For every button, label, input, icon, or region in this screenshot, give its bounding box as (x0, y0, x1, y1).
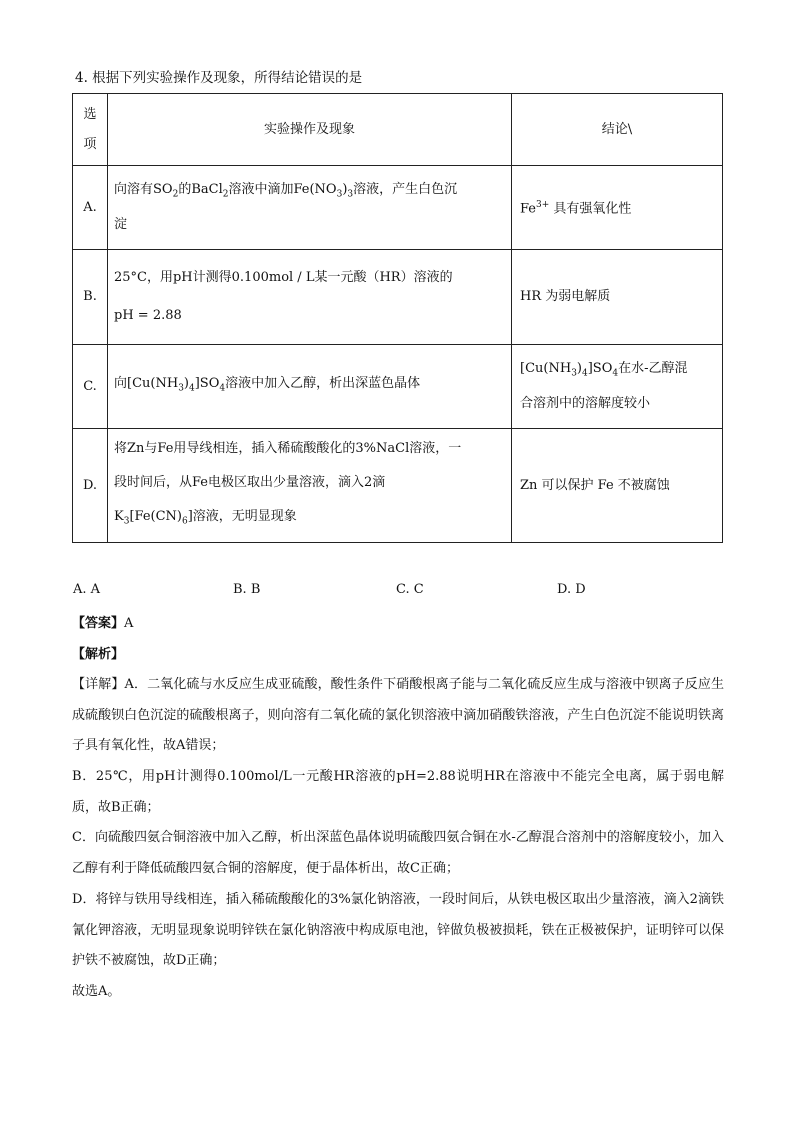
analysis-paragraph-b: B．25℃，用pH计测得0.100mol/L一元酸HR溶液的pH=2.88说明HR在溶液中不能完全电离，属于弱电解质，故B正确； (72, 769, 724, 815)
operation-cell: 向$[Cu(NH_3)_4]SO_4$溶液中加入乙醇，析出深蓝色晶体 (108, 345, 512, 429)
table-header-row (73, 94, 723, 166)
table-row-d (73, 429, 723, 543)
analysis-paragraph-d: D．将锌与铁用导线相连，插入稀硫酸酸化的3%氯化钠溶液，一段时间后，从铁电极区取出少量溶液，滴入2滴铁氰化钾溶液，无明显现象说明锌铁在氯化钠溶液中构成原电池，锌做负极被损耗，铁在正极被保护，证明锌可以保护铁不被腐蚀，故D正确； (72, 892, 724, 968)
option-cell: A. (73, 166, 108, 250)
operation-line: 将Zn与Fe用导线相连，插入稀硫酸酸化的3%NaCl溶液，一 (114, 441, 462, 457)
conclusion-line: $[Cu(NH_3)_4]SO_4$在水-乙醇混 (520, 361, 688, 379)
operation-cell (108, 429, 512, 543)
operation-cell (108, 250, 512, 345)
conclusion-cell: HR 为弱电解质 (512, 250, 723, 345)
answer-label: 【答案】 (72, 616, 125, 631)
option-cell: C. (73, 345, 108, 429)
answer-value: A (124, 616, 134, 631)
table-row-a (73, 166, 723, 250)
conclusion-line: 合溶剂中的溶解度较小 (520, 395, 651, 411)
header-option-line2: 项 (83, 136, 97, 152)
experiment-table (72, 93, 723, 543)
option-cell: B. (73, 250, 108, 345)
analysis-paragraph-a: 【详解】A．二氧化硫与水反应生成亚硫酸，酸性条件下硝酸根离子能与二氧化硫反应生成与溶液中钡离子反应生成硫酸钡白色沉淀的硫酸根离子，则向溶有二氧化硫的氯化钡溶液中滴加硝酸铁溶液，产生白色沉淀不能说明铁离子具有氧化性，故A错误； (72, 677, 724, 753)
operation-line: 25°C，用pH计测得0.100mol / L某一元酸（HR）溶液的 (114, 270, 453, 285)
conclusion-cell: Zn 可以保护 Fe 不被腐蚀 (512, 429, 723, 543)
operation-line: 向溶有$SO_2$的BaCl$_2$溶液中滴加$Fe(NO_3)_3$溶液，产生白色沉 (114, 182, 458, 200)
operation-line: $K_3[Fe(CN)_6]$溶液，无明显现象 (114, 509, 297, 527)
header-option (73, 94, 108, 166)
table-row-c (73, 345, 723, 429)
answer-line (72, 612, 133, 631)
operation-line: pH = 2.88 (114, 308, 182, 323)
choice-b: B. B (233, 582, 261, 597)
header-operation: 实验操作及现象 (108, 94, 512, 166)
header-conclusion: 结论\ (512, 94, 723, 166)
analysis-paragraph-c: C．向硫酸四氨合铜溶液中加入乙醇，析出深蓝色晶体说明硫酸四氨合铜在水-乙醇混合溶剂中的溶解度较小，加入乙醇有利于降低硫酸四氨合铜的溶解度，便于晶体析出，故C正确； (72, 830, 724, 876)
operation-cell (108, 166, 512, 250)
operation-line: 段时间后，从Fe电极区取出少量溶液，滴入2滴 (114, 475, 386, 491)
table-row-b (73, 250, 723, 345)
conclusion-cell: $Fe^{3+}$ 具有强氧化性 (512, 166, 723, 250)
choice-d: D. D (557, 582, 586, 597)
question-title: 4. 根据下列实验操作及现象，所得结论错误的是 (75, 70, 363, 86)
option-cell: D. (73, 429, 108, 543)
analysis-label: 【解析】 (72, 647, 125, 662)
conclusion-cell (512, 345, 723, 429)
operation-line: 淀 (114, 216, 128, 232)
choice-a: A. A (73, 582, 101, 597)
analysis-conclusion: 故选A。 (72, 984, 121, 999)
header-option-line1: 选 (83, 106, 97, 122)
choice-c: C. C (396, 582, 424, 597)
detail-label: 【详解】 (72, 677, 125, 692)
